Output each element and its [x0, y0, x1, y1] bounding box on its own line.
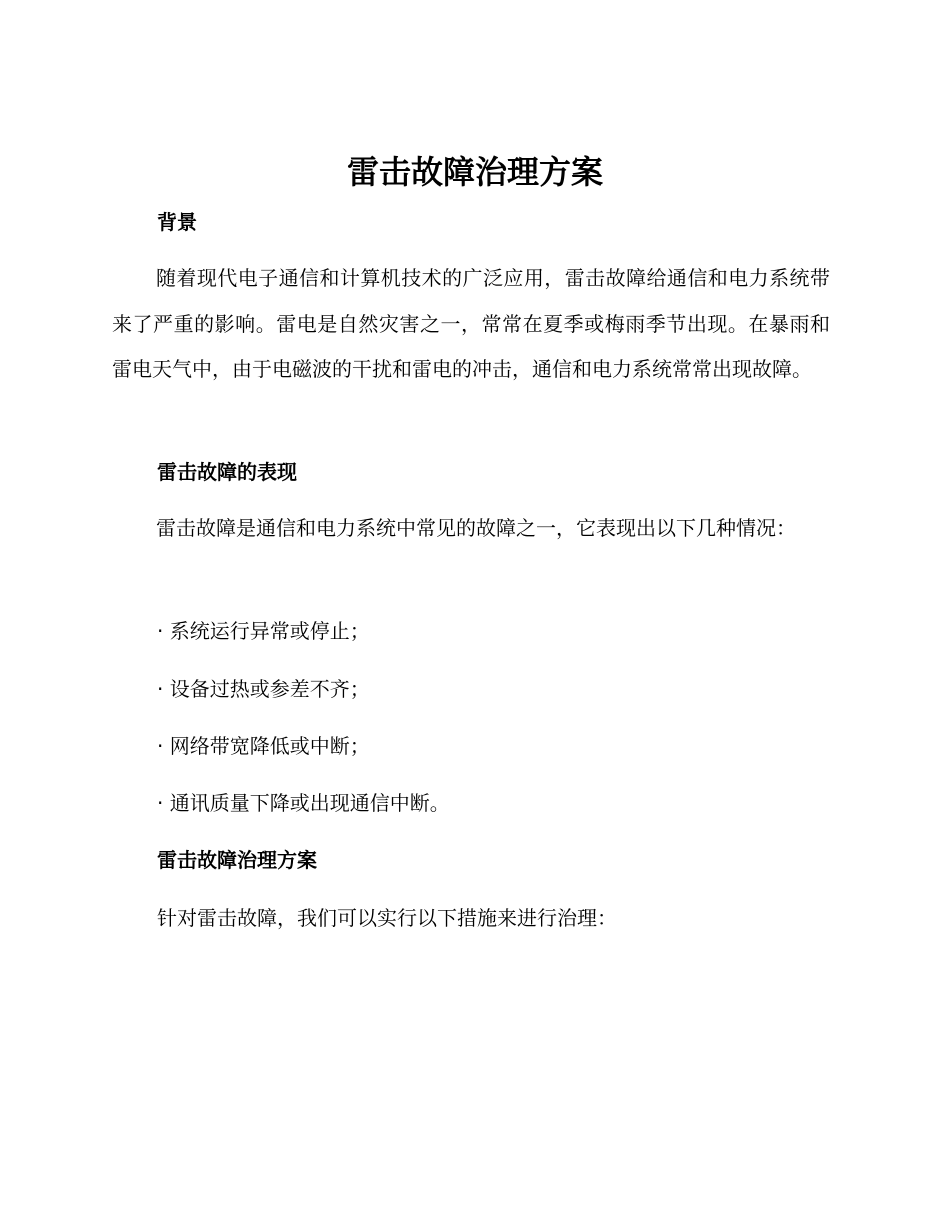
symptom-item: · 通讯质量下降或出现通信中断。	[157, 791, 450, 815]
section-heading-background: 背景	[157, 210, 197, 234]
symptom-item: · 设备过热或参差不齐；	[157, 677, 370, 701]
symptom-item: · 网络带宽降低或中断；	[157, 734, 370, 758]
symptom-item: · 系统运行异常或停止；	[157, 619, 370, 643]
solution-paragraph: 针对雷击故障，我们可以实行以下措施来进行治理：	[157, 906, 617, 930]
symptoms-paragraph: 雷击故障是通信和电力系统中常见的故障之一，它表现出以下几种情况：	[156, 516, 796, 540]
section-heading-solution: 雷击故障治理方案	[157, 848, 317, 872]
background-paragraph: 随着现代电子通信和计算机技术的广泛应用，雷击故障给通信和电力系统带来了严重的影响。雷电是自然灾害之一，常常在夏季或梅雨季节出现。在暴雨和雷电天气中，由于电磁波的干扰和雷电的冲击，通信和电力系统常常出现故障。	[112, 266, 830, 381]
section-heading-symptoms: 雷击故障的表现	[157, 460, 297, 484]
document-title: 雷击故障治理方案	[346, 153, 603, 191]
